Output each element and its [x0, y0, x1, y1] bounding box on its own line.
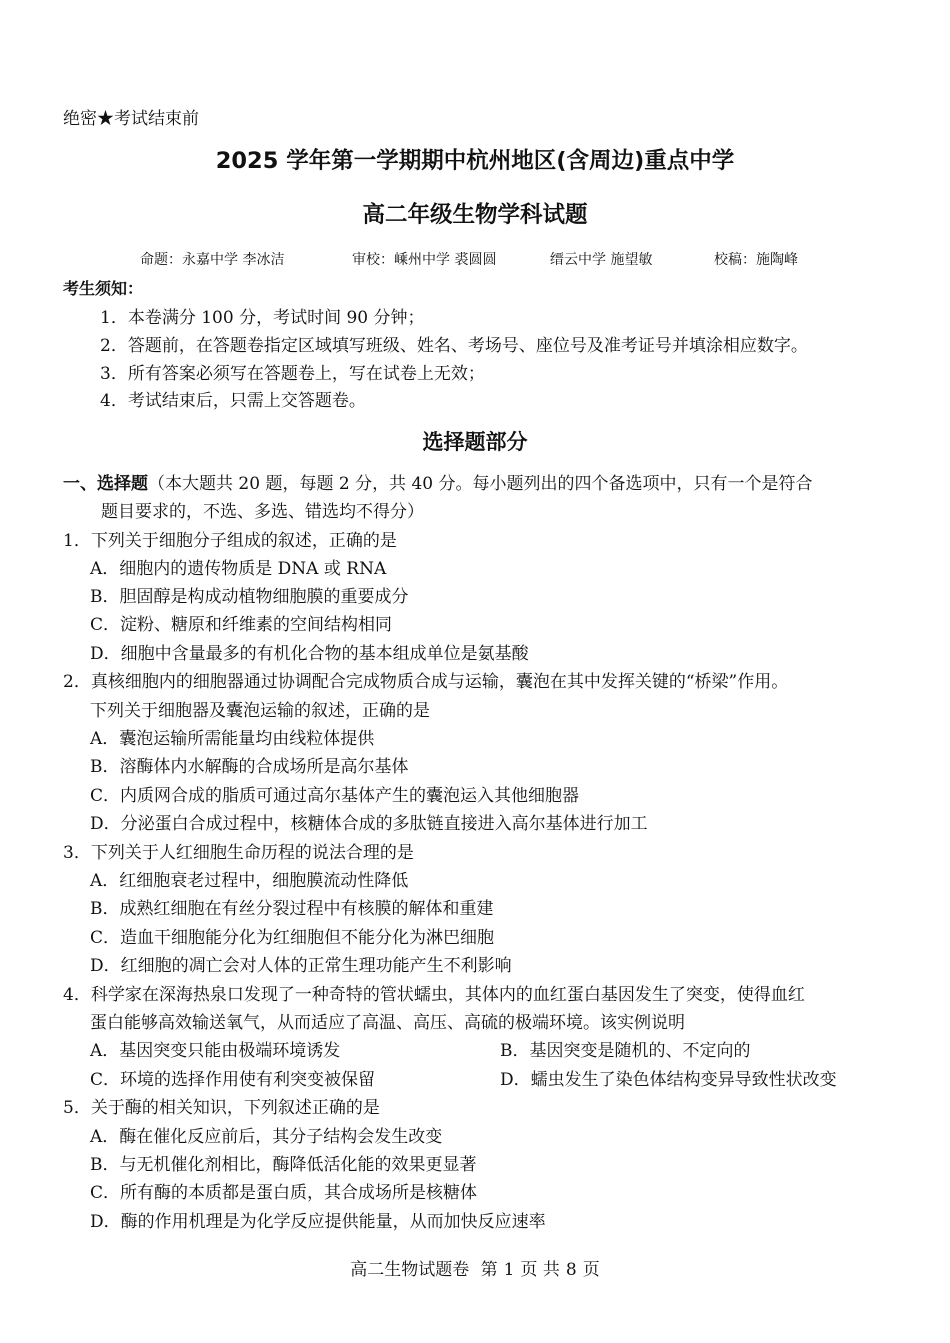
credit-reviewer-2: 缙云中学 施望敏 [550, 252, 653, 268]
part-description-cont: 题目要求的，不选、多选、错选均不得分） [101, 502, 424, 522]
footer-paper-name: 高二生物试题卷 [350, 1260, 470, 1280]
question-2-option-b: B．溶酶体内水解酶的合成场所是高尔基体 [90, 757, 409, 777]
page-footer [0, 1259, 950, 1281]
question-3-option-d: D．红细胞的凋亡会对人体的正常生理功能产生不利影响 [90, 956, 512, 976]
question-5-option-c: C．所有酶的本质都是蛋白质，其合成场所是核糖体 [90, 1183, 478, 1203]
footer-page-current: 1 [503, 1260, 515, 1280]
exam-title: 2025 学年第一学期期中杭州地区(含周边)重点中学 [215, 148, 735, 174]
credit-reviewer: 审校：嵊州中学 裘圆圆 [352, 252, 497, 268]
question-5-option-d: D．酶的作用机理是为化学反应提供能量，从而加快反应速率 [90, 1212, 546, 1232]
notice-heading: 考生须知： [63, 279, 144, 298]
notice-item: 2．答题前，在答题卷指定区域填写班级、姓名、考场号、座位号及准考证号并填涂相应数字。 [100, 336, 808, 356]
question-4-stem: 4．科学家在深海热泉口发现了一种奇特的管状蠕虫，其体内的血红蛋白基因发生了突变，使得血红 [63, 985, 805, 1005]
question-4-option-c: C．环境的选择作用使有利突变被保留 [90, 1070, 376, 1090]
part-heading [63, 473, 813, 495]
question-3-stem: 3．下列关于人红细胞生命历程的说法合理的是 [63, 843, 414, 863]
question-4-option-a: A．基因突变只能由极端环境诱发 [90, 1041, 341, 1061]
question-4-option-b: B．基因突变是随机的、不定向的 [500, 1041, 751, 1061]
exam-subtitle: 高二年级生物学科试题 [362, 202, 588, 228]
question-5-stem: 5．关于酶的相关知识，下列叙述正确的是 [63, 1098, 380, 1118]
notice-item: 1．本卷满分 100 分，考试时间 90 分钟； [100, 308, 425, 328]
credit-proofreader: 校稿：施陶峰 [714, 252, 798, 268]
section-title: 选择题部分 [422, 430, 528, 454]
part-label: 一、选择题 [63, 474, 148, 494]
notice-item: 3．所有答案必须写在答题卷上，写在试卷上无效； [100, 364, 485, 384]
footer-page-total: 8 [565, 1260, 577, 1280]
question-3-option-a: A．红细胞衰老过程中，细胞膜流动性降低 [90, 871, 409, 891]
question-5-option-a: A．酶在催化反应前后，其分子结构会发生改变 [90, 1127, 443, 1147]
notice-item: 4．考试结束后，只需上交答题卷。 [100, 391, 366, 411]
question-1-option-c: C．淀粉、糖原和纤维素的空间结构相同 [90, 615, 393, 635]
question-2-option-d: D．分泌蛋白合成过程中，核糖体合成的多肽链直接进入高尔基体进行加工 [90, 814, 648, 834]
question-2-stem-cont: 下列关于细胞器及囊泡运输的叙述，正确的是 [90, 701, 430, 721]
footer-page-mid: 页 共 [520, 1260, 560, 1280]
confidential-label: 绝密★考试结束前 [63, 109, 199, 129]
credit-author: 命题：永嘉中学 李冰洁 [140, 252, 285, 268]
part-description: （本大题共 20 题，每题 2 分，共 40 分。每小题列出的四个备选项中，只有一个是符合 [148, 474, 813, 494]
footer-page-prefix: 第 [480, 1260, 498, 1280]
question-3-option-b: B．成熟红细胞在有丝分裂过程中有核膜的解体和重建 [90, 899, 494, 919]
question-4-option-d: D．蠕虫发生了染色体结构变异导致性状改变 [500, 1070, 837, 1090]
question-3-option-c: C．造血干细胞能分化为红细胞但不能分化为淋巴细胞 [90, 928, 495, 948]
question-5-option-b: B．与无机催化剂相比，酶降低活化能的效果更显著 [90, 1155, 477, 1175]
question-2-stem: 2．真核细胞内的细胞器通过协调配合完成物质合成与运输，囊泡在其中发挥关键的“桥梁”作用。 [63, 672, 789, 692]
question-1-option-b: B．胆固醇是构成动植物细胞膜的重要成分 [90, 587, 409, 607]
question-1-option-a: A．细胞内的遗传物质是 DNA 或 RNA [90, 559, 387, 579]
question-2-option-c: C．内质网合成的脂质可通过高尔基体产生的囊泡运入其他细胞器 [90, 786, 580, 806]
question-4-stem-cont: 蛋白能够高效输送氧气，从而适应了高温、高压、高硫的极端环境。该实例说明 [90, 1013, 685, 1033]
question-1-stem: 1．下列关于细胞分子组成的叙述，正确的是 [63, 531, 397, 551]
question-1-option-d: D．细胞中含量最多的有机化合物的基本组成单位是氨基酸 [90, 644, 529, 664]
footer-page-suffix: 页 [582, 1260, 600, 1280]
question-2-option-a: A．囊泡运输所需能量均由线粒体提供 [90, 729, 375, 749]
